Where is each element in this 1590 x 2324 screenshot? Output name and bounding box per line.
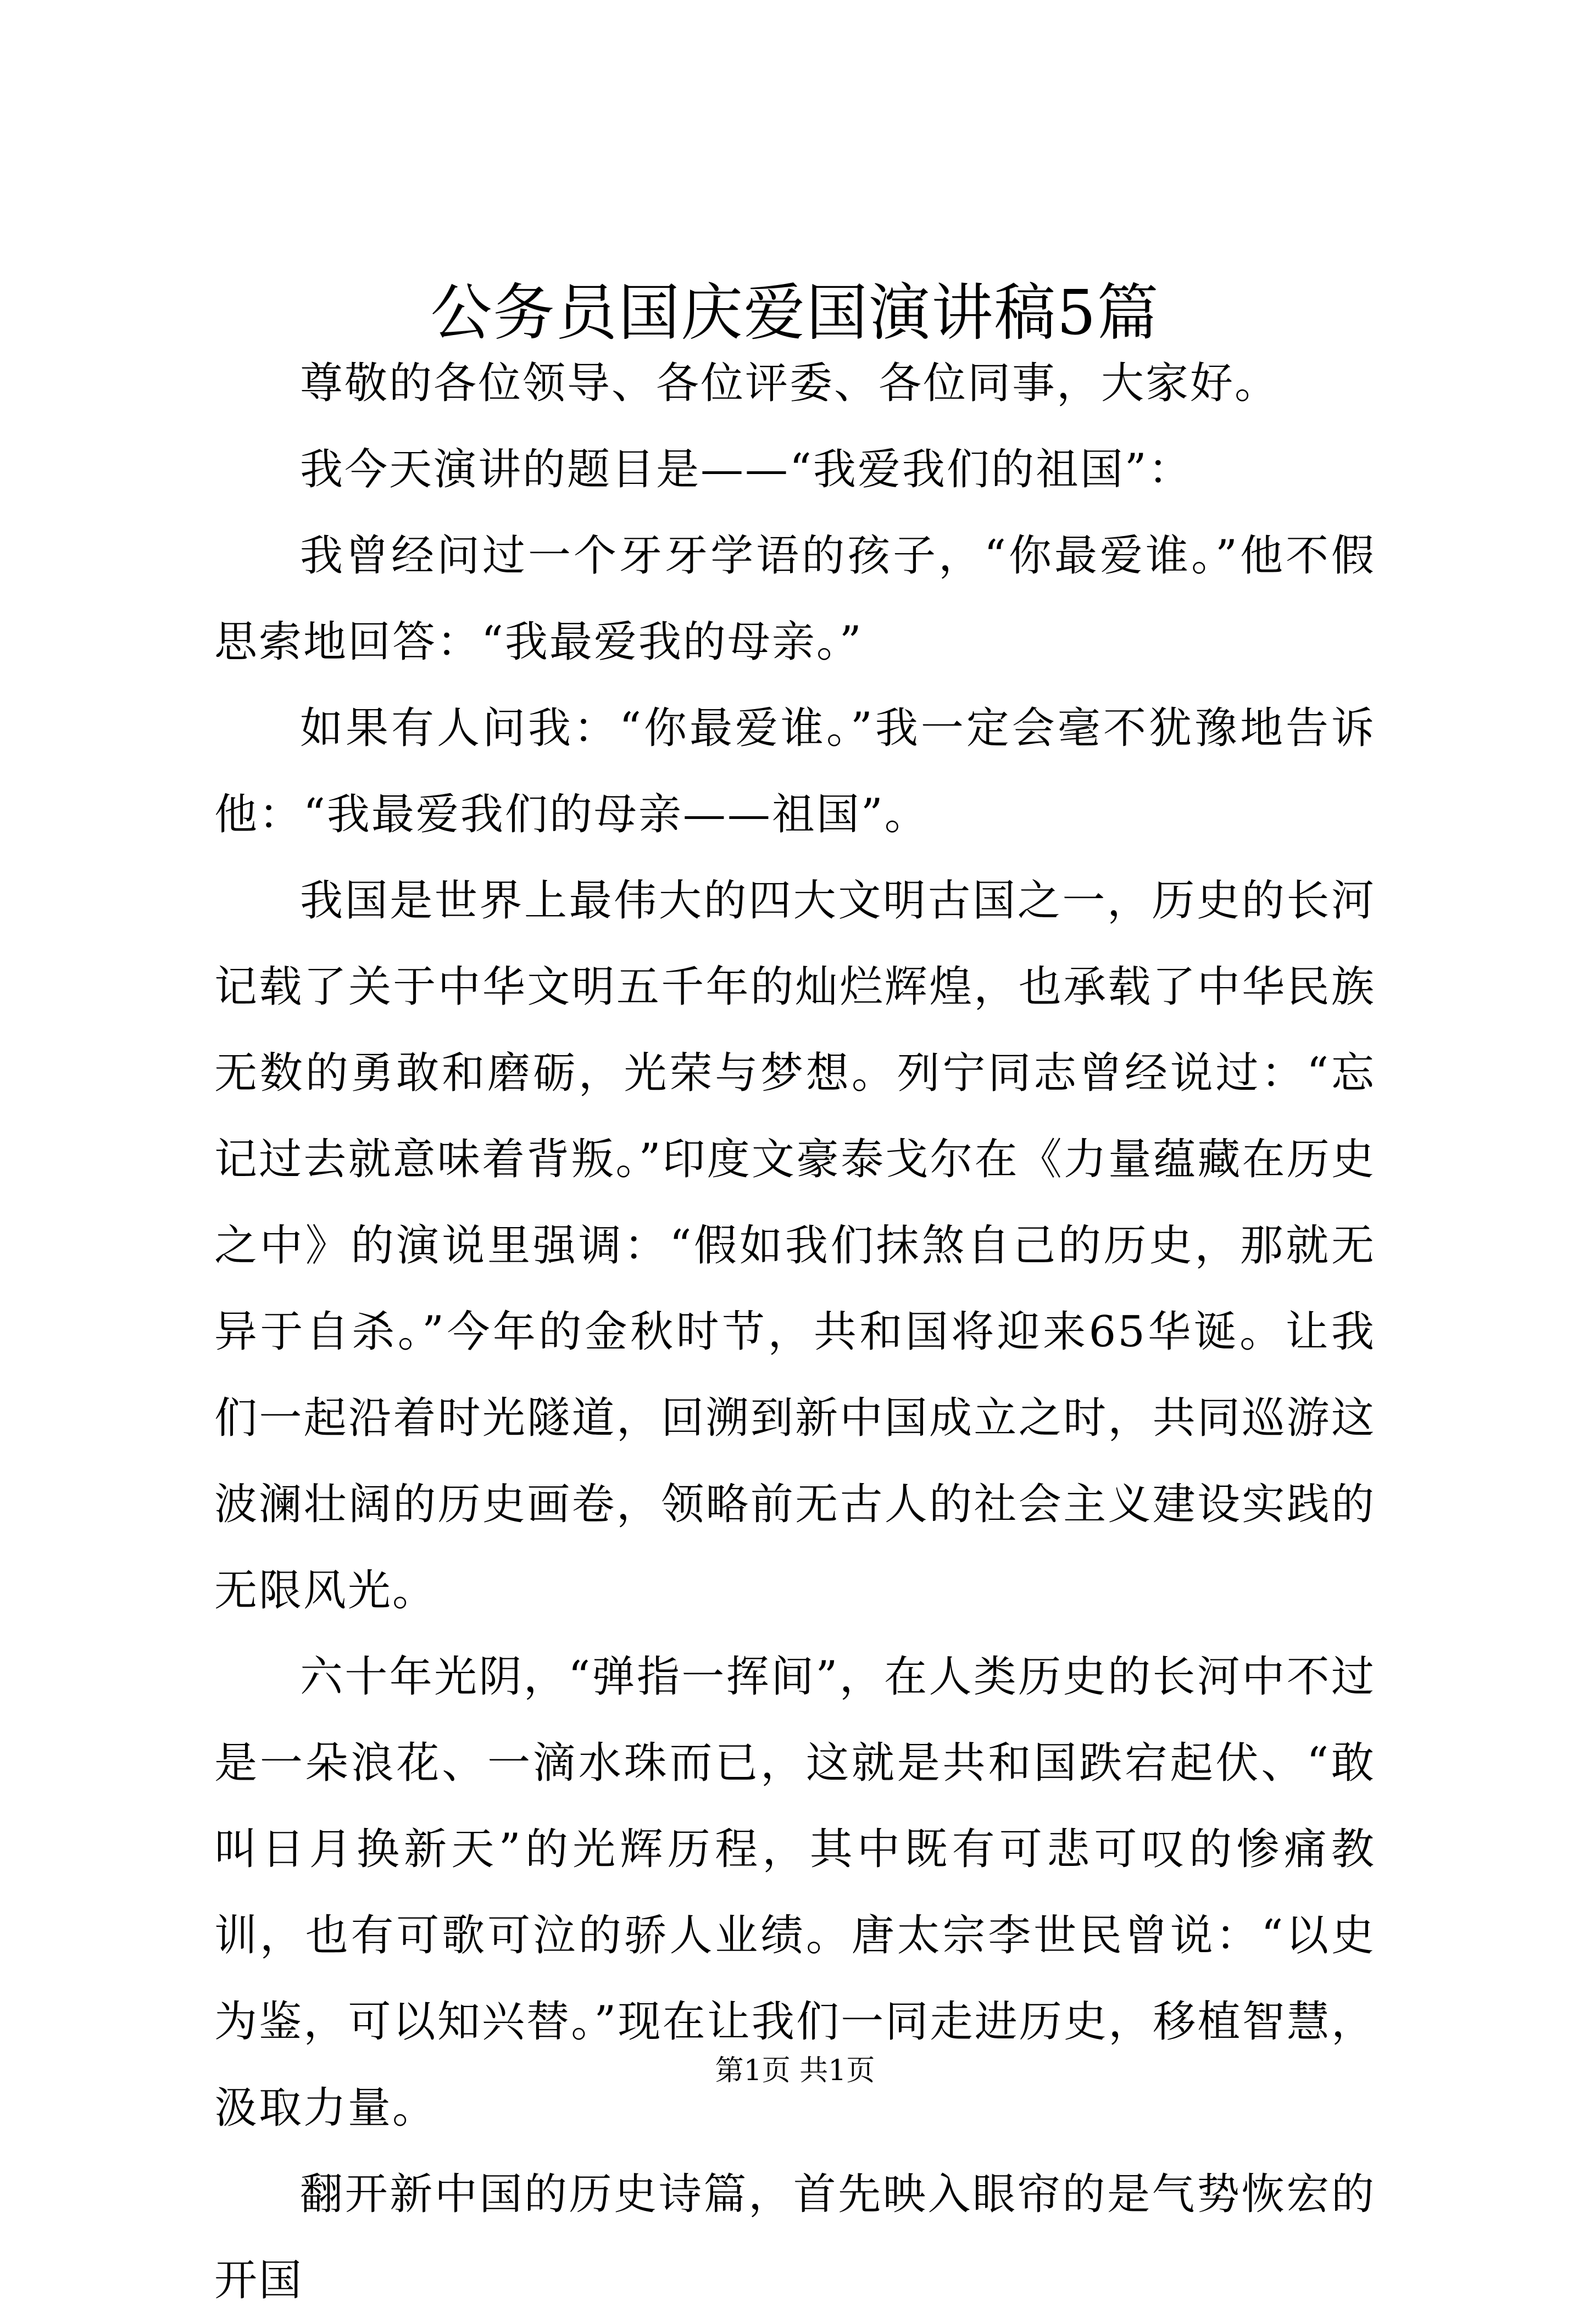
- paragraph-greeting: 尊敬的各位领导、各位评委、各位同事，大家好。: [300, 359, 1280, 408]
- paragraph-my-answer: 如果有人问我：“你最爱谁。”我一定会毫不犹豫地告诉他：“我最爱我们的母亲——祖国”。: [214, 704, 1376, 839]
- paragraph-history: 我国是世界上最伟大的四大文明古国之一，历史的长河记载了关于中华文明五千年的灿烂辉煌，也承载了中华民族无数的勇敢和磨砺，光荣与梦想。列宁同志曾经说过：“忘记过去就意味着背叛。”印度文豪泰戈尔在《力量蕴藏在历史之中》的演说里强调：“假如我们抹煞自己的历史，那就无异于自杀。”今年的金秋时节，共和国将迎来65华诞。让我们一起沿着时光隧道，回溯到新中国成立之时，共同巡游这波澜壮阔的历史画卷，领略前无古人的社会主义建设实践的无限风光。: [214, 876, 1376, 1615]
- document-title: 公务员国庆爱国演讲稿5篇: [430, 277, 1160, 349]
- paragraph-new-china: 翻开新中国的历史诗篇，首先映入眼帘的是气势恢宏的开国: [214, 2170, 1376, 2305]
- paragraph-sixty-years: 六十年光阴，“弹指一挥间”，在人类历史的长河中不过是一朵浪花、一滴水珠而已，这就是共和国跌宕起伏、“敢叫日月换新天”的光辉历程，其中既有可悲可叹的惨痛教训，也有可歌可泣的骄人业绩。唐太宗李世民曾说：“以史为鉴，可以知兴替。”现在让我们一同走进历史，移植智慧，汲取力量。: [214, 1652, 1376, 2133]
- document-body: [214, 341, 1376, 2324]
- paragraph-child-question: 我曾经问过一个牙牙学语的孩子，“你最爱谁。”他不假思索地回答：“我最爱我的母亲。”: [214, 531, 1376, 667]
- page-footer: 第1页 共1页: [715, 2054, 875, 2087]
- paragraph-topic: 我今天演讲的题目是——“我爱我们的祖国”：: [300, 445, 1193, 494]
